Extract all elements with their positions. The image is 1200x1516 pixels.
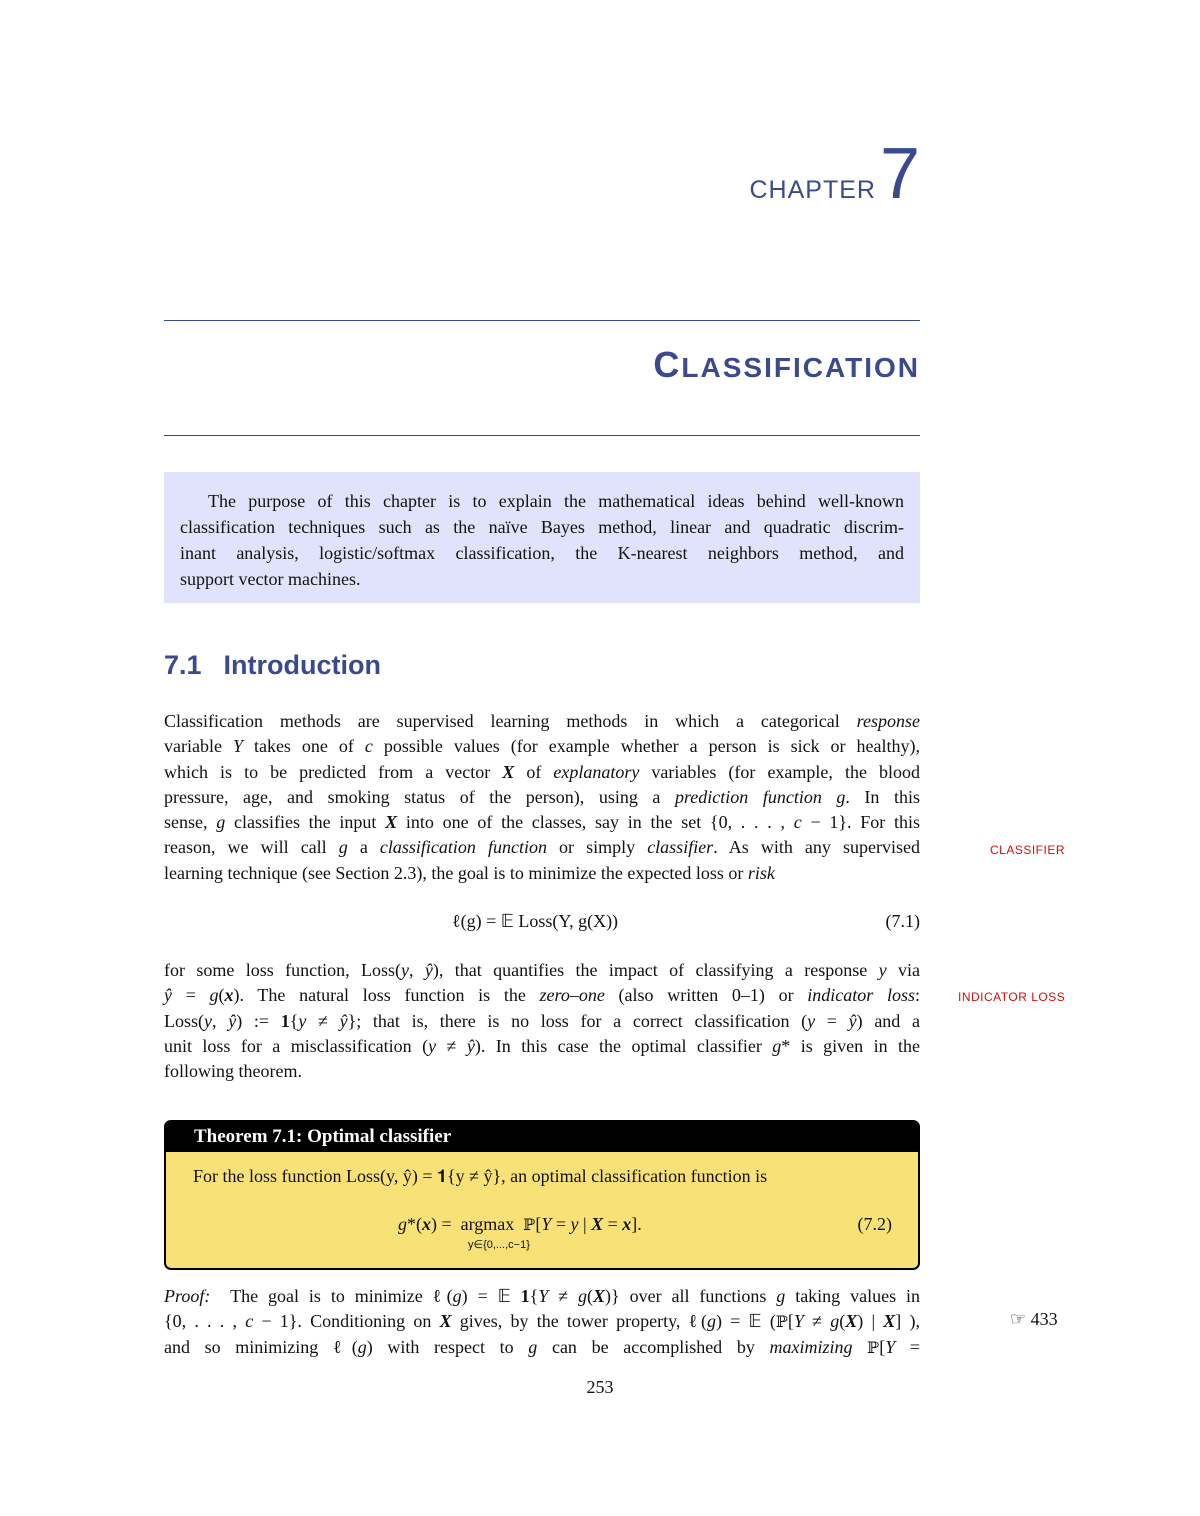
chapter-label: CHAPTER: [749, 176, 876, 204]
cross-reference[interactable]: ☞ 433: [1010, 1309, 1058, 1329]
equation-7-1-body: ℓ(g) = 𝔼 Loss(Y, g(X)): [452, 911, 619, 931]
chapter-title-initial: C: [653, 344, 682, 385]
margin-note-classifier: CLASSIFIER: [990, 843, 1066, 857]
abstract-line: The purpose of this chapter is to explain the mathematical ideas behind well-known: [208, 491, 904, 511]
theorem-box: [164, 1120, 920, 1270]
margin-note-indicator-loss: INDICATOR LOSS: [958, 990, 1066, 1004]
proof-paragraph: Proof: The goal is to minimize ℓ(g) = 𝔼 1{Y ≠ g(X)} over all functions g taking values in {0, . . . , c − 1}. Conditioning on X gives, by the tower property, ℓ(g) = 𝔼 (ℙ[Y ≠ g(X) | X] ), and so minimizing ℓ(g) with respect to g can be accomplished by maximizing ℙ[Y =: [164, 1286, 921, 1357]
argmax-subscript: y∈{0,...,c−1}: [468, 1239, 530, 1251]
intro-paragraph: Classification methods are supervised learning methods in which a categorical response variable Y takes one of c possible values (for example whether a person is sick or healthy), which is to be predicted from a vector X of explanatory variables (for example, the blood pressure, age, and smoking status of the person), using a prediction function g. In this sense, g classifies the input X into one of the classes, say in the set {0, . . . , c − 1}. For this reason, we will call g a classification function or simply classifier. As with any supervised learning technique (see Section 2.3), the goal is to minimize the expected loss or risk: [164, 711, 921, 883]
abstract-line: inant analysis, logistic/softmax classification, the K-nearest neighbors method, and: [180, 543, 904, 563]
section-title: Introduction: [223, 650, 382, 680]
equation-7-1: [452, 911, 618, 932]
chapter-title-rest: LASSIFICATION: [681, 352, 920, 383]
theorem-statement: For the loss function Loss(y, ŷ) = 𝟏{y ≠ ŷ}, an optimal classification function is: [193, 1166, 768, 1186]
page-number: 253: [586, 1377, 614, 1397]
chapter-number: 7: [879, 134, 920, 214]
loss-paragraph: for some loss function, Loss(y, ŷ), that quantifies the impact of classifying a response y via ŷ = g(x). The natural loss function is the zero–one (also written 0–1) or indicator loss: Loss(y, ŷ) := 1{y ≠ ŷ}; that is, there is no loss for a correct classification (y = ŷ) and a unit loss for a misclassification (y ≠ ŷ). In this case the optimal classifier g* is given in the following theorem.: [164, 960, 921, 1082]
title-rule-top: [164, 320, 920, 321]
equation-7-2: g*(x) = argmax ℙ[Y = y | X = x].: [398, 1214, 642, 1234]
title-rule-bottom: [164, 435, 920, 436]
abstract-line: support vector machines.: [180, 569, 361, 589]
proof-label: Proof:: [164, 1286, 211, 1306]
abstract-line: classification techniques such as the naïve Bayes method, linear and quadratic discrim-: [180, 517, 904, 537]
theorem-title: Theorem 7.1: Optimal classifier: [166, 1122, 918, 1152]
chapter-abstract: [164, 472, 920, 603]
section-number: 7.1: [164, 650, 202, 680]
section-heading: [164, 650, 381, 681]
equation-7-2-number: (7.2): [857, 1214, 892, 1234]
equation-7-1-number: (7.1): [885, 911, 920, 931]
chapter-heading: [700, 134, 920, 214]
chapter-title: [164, 344, 920, 386]
